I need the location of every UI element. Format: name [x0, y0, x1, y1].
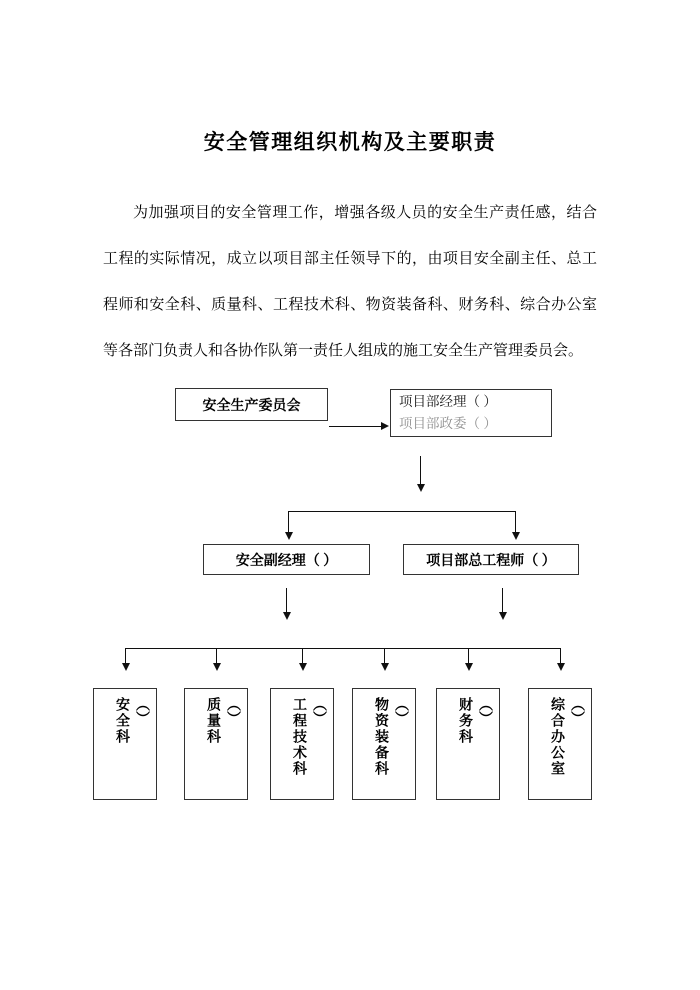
- connector-dept-5: [468, 648, 469, 663]
- dept-suffix: （）: [311, 697, 326, 725]
- dept-name: 质量科: [205, 697, 220, 745]
- connector-leaders-branch: [420, 456, 421, 484]
- dept-suffix: （）: [134, 697, 149, 725]
- connector-dept-3: [302, 648, 303, 663]
- arrow-down-icon: [299, 663, 307, 671]
- dept-box-engineering: [270, 688, 334, 800]
- deputy-safety-manager-label: 安全副经理（ ）: [235, 553, 338, 569]
- arrow-down-icon: [381, 663, 389, 671]
- page-title: 安全管理组织机构及主要职责: [203, 130, 497, 154]
- branch-line-departments: [125, 648, 560, 649]
- dept-suffix: （）: [393, 697, 408, 725]
- chief-engineer-label: 项目部总工程师（ ）: [426, 553, 556, 569]
- arrow-down-icon: [512, 532, 520, 540]
- connector-dept-1: [125, 648, 126, 663]
- connector-committee-leaders: [329, 426, 381, 427]
- leader-line-1: 项目部经理（ ）: [399, 394, 497, 409]
- branch-line-level2: [288, 511, 516, 512]
- dept-name: 安全科: [114, 697, 129, 745]
- arrow-down-icon: [213, 663, 221, 671]
- dept-box-finance: [436, 688, 500, 800]
- arrow-down-icon: [285, 532, 293, 540]
- dept-name: 综合办公室: [549, 697, 564, 777]
- arrow-down-icon: [465, 663, 473, 671]
- connector-dept-6: [560, 648, 561, 663]
- dept-suffix: （）: [477, 697, 492, 725]
- committee-box: [175, 388, 328, 421]
- connector-dept-2: [216, 648, 217, 663]
- deputy-safety-manager-box: [203, 544, 370, 575]
- connector-deputy-down: [286, 588, 287, 612]
- chief-engineer-box: [403, 544, 579, 575]
- body-paragraph: 为加强项目的安全管理工作，增强各级人员的安全生产责任感，结合工程的实际情况，成立以项目部主任领导下的，由项目安全副主任、总工程师和安全科、质量科、工程技术科、物资装备科、财务科、综合办公室等各部门负责人和各协作队第一责任人组成的施工安全生产管理委员会。: [103, 205, 597, 359]
- connector-dept-4: [384, 648, 385, 663]
- connector-branch-right: [515, 511, 516, 532]
- dept-name: 物资装备科: [373, 697, 388, 777]
- arrow-down-icon: [417, 484, 425, 492]
- dept-box-safety: [93, 688, 157, 800]
- dept-box-quality: [184, 688, 248, 800]
- leader-line-2: 项目部政委（ ）: [399, 416, 497, 431]
- leaders-box: [390, 389, 552, 437]
- committee-label: 安全生产委员会: [202, 398, 301, 414]
- arrow-down-icon: [557, 663, 565, 671]
- dept-name: 财务科: [457, 697, 472, 745]
- dept-box-materials: [352, 688, 416, 800]
- arrow-down-icon: [122, 663, 130, 671]
- connector-chief-down: [502, 588, 503, 612]
- dept-suffix: （）: [569, 697, 584, 725]
- dept-name: 工程技术科: [291, 697, 306, 777]
- arrow-down-icon: [499, 612, 507, 620]
- connector-branch-left: [288, 511, 289, 532]
- dept-box-admin-office: [528, 688, 592, 800]
- dept-suffix: （）: [225, 697, 240, 725]
- arrow-down-icon: [283, 612, 291, 620]
- arrow-right-icon: [381, 422, 389, 430]
